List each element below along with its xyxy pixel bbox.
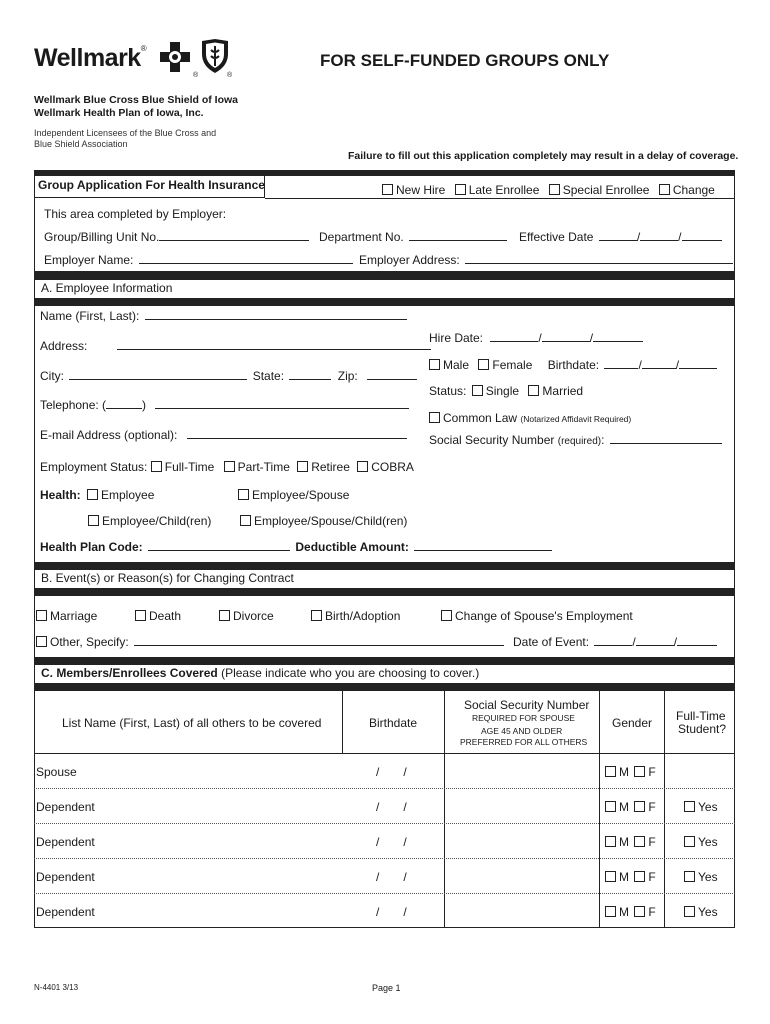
yes-label: Yes <box>698 800 718 814</box>
blue-shield-icon <box>200 38 230 74</box>
female-checkbox[interactable] <box>634 905 655 919</box>
part-time-checkbox[interactable] <box>224 460 290 474</box>
health-family-label: Employee/Spouse/Child(ren) <box>254 514 408 528</box>
student-yes-checkbox[interactable] <box>684 905 718 919</box>
late-enrollee-checkbox[interactable] <box>455 183 540 197</box>
female-label: F <box>648 835 656 849</box>
deductible-input[interactable] <box>414 540 552 551</box>
state-input[interactable] <box>289 369 331 380</box>
date-slash: / <box>403 835 407 849</box>
employee-name-label: Name (First, Last): <box>40 309 140 323</box>
form-number: N-4401 3/13 <box>34 983 79 992</box>
special-enrollee-label: Special Enrollee <box>562 183 650 197</box>
health-family-checkbox[interactable] <box>240 514 407 528</box>
company-line-1: Wellmark Blue Cross Blue Shield of Iowa <box>34 94 239 106</box>
marriage-checkbox[interactable] <box>36 609 97 623</box>
table-row <box>36 870 95 884</box>
divorce-label: Divorce <box>233 609 274 623</box>
female-label: F <box>648 765 656 779</box>
page-title: FOR SELF-FUNDED GROUPS ONLY <box>320 51 610 70</box>
female-label: F <box>648 905 656 919</box>
female-checkbox[interactable] <box>634 800 655 814</box>
other-specify-input[interactable] <box>134 635 504 646</box>
other-specify-row <box>36 635 504 649</box>
ssn-colon: : <box>601 433 605 447</box>
table-header-line <box>34 753 735 754</box>
employee-name-row <box>40 309 407 323</box>
male-label: M <box>619 835 629 849</box>
city-label: City: <box>40 369 64 383</box>
date-slash: / <box>376 870 380 884</box>
address-input[interactable] <box>117 339 431 350</box>
wellmark-logo <box>34 44 147 73</box>
plan-code-row <box>40 540 552 554</box>
email-label: E-mail Address (optional): <box>40 428 178 442</box>
health-employee-children-checkbox[interactable] <box>88 514 211 528</box>
col-ssn-note-2: AGE 45 AND OLDER <box>481 726 563 736</box>
employer-intro: This area completed by Employer: <box>44 207 227 221</box>
female-label: Female <box>492 358 533 372</box>
employer-box-top-line <box>265 198 735 199</box>
effective-year-input[interactable] <box>682 230 722 241</box>
ssn-row <box>429 433 722 447</box>
male-label: M <box>619 765 629 779</box>
section-a-header <box>34 278 735 300</box>
licensee-line-2: Blue Shield Association <box>34 139 128 149</box>
page-number: Page 1 <box>372 983 401 993</box>
col-student-header-2: Student? <box>678 722 727 736</box>
row-separator-3 <box>34 858 735 859</box>
date-slash: / <box>403 870 407 884</box>
employer-address-input[interactable] <box>465 253 733 264</box>
col-gender-header: Gender <box>612 716 653 730</box>
ssn-note: (required) <box>557 436 602 447</box>
employer-name-input[interactable] <box>139 253 353 264</box>
employer-address-row <box>359 253 733 267</box>
single-label: Single <box>485 384 520 398</box>
zip-label: Zip: <box>337 369 358 383</box>
row-birthdate[interactable] <box>376 905 407 919</box>
section-b-bottom-bar <box>34 588 735 596</box>
effective-date-row: Effective Date / / <box>519 230 722 244</box>
cobra-checkbox[interactable] <box>357 460 414 474</box>
cross-registered-mark: ® <box>193 72 199 79</box>
male-label: Male <box>443 358 470 372</box>
male-checkbox[interactable] <box>605 905 629 919</box>
female-checkbox[interactable] <box>634 765 655 779</box>
new-hire-label: New Hire <box>396 183 446 197</box>
date-slash: / <box>403 905 407 919</box>
city-input[interactable] <box>69 369 247 380</box>
student-yes-checkbox[interactable] <box>684 870 718 884</box>
male-label: M <box>619 905 629 919</box>
gender-birthdate-row: Male Female Birthdate: / / <box>429 358 717 372</box>
female-checkbox[interactable] <box>634 835 655 849</box>
retiree-label: Retiree <box>311 460 350 474</box>
city-state-zip-row <box>40 369 417 383</box>
retiree-checkbox[interactable] <box>297 460 350 474</box>
logo-text: Wellmark <box>34 44 141 72</box>
table-row <box>36 905 95 919</box>
birth-adoption-checkbox[interactable] <box>311 609 400 623</box>
change-checkbox[interactable] <box>659 183 715 197</box>
section-b-title: B. Event(s) or Reason(s) for Changing Contract <box>41 571 294 585</box>
health-plan-code-input[interactable] <box>148 540 290 551</box>
delay-warning: Failure to fill out this application completely may result in a delay of coverage. <box>348 150 739 162</box>
address-label: Address: <box>40 339 88 353</box>
common-law-row <box>429 411 631 425</box>
other-checkbox[interactable] <box>36 635 129 649</box>
health-employee-checkbox[interactable] <box>87 488 154 502</box>
death-label: Death <box>149 609 182 623</box>
ssn-input[interactable] <box>610 433 722 444</box>
male-checkbox[interactable] <box>605 870 629 884</box>
employer-name-label: Employer Name: <box>44 253 134 267</box>
student-yes-checkbox[interactable] <box>684 835 718 849</box>
group-billing-row <box>44 230 309 244</box>
col-name-header: List Name (First, Last) of all others to be covered <box>62 716 322 730</box>
enrollment-type-group <box>382 183 715 197</box>
health-employee-label: Employee <box>101 488 155 502</box>
event-day-input[interactable] <box>636 635 674 646</box>
row-label: Dependent <box>36 835 95 849</box>
licensee-line-1: Independent Licensees of the Blue Cross and <box>34 128 217 138</box>
employment-status-row <box>40 460 414 474</box>
col-ssn-note-1: REQUIRED FOR SPOUSE <box>472 713 575 723</box>
married-label: Married <box>542 384 584 398</box>
divorce-checkbox[interactable] <box>219 609 274 623</box>
row-label: Dependent <box>36 870 95 884</box>
effective-date-label: Effective Date <box>519 230 594 244</box>
full-time-label: Full-Time <box>164 460 215 474</box>
deductible-label: Deductible Amount: <box>295 540 409 554</box>
state-label: State: <box>252 369 285 383</box>
birth-day-input[interactable] <box>642 358 676 369</box>
section-c-bottom-bar <box>34 683 735 691</box>
form-title: Group Application For Health Insurance <box>38 178 265 192</box>
row-gender <box>605 800 656 814</box>
full-time-checkbox[interactable] <box>151 460 215 474</box>
company-line-2: Wellmark Health Plan of Iowa, Inc. <box>34 107 204 119</box>
group-billing-label: Group/Billing Unit No. <box>44 230 160 244</box>
row-birthdate[interactable] <box>376 870 407 884</box>
event-month-input[interactable] <box>594 635 632 646</box>
table-row <box>36 835 95 849</box>
row-gender <box>605 870 656 884</box>
department-input[interactable] <box>409 230 507 241</box>
birth-adoption-label: Birth/Adoption <box>325 609 401 623</box>
status-label: Status: <box>429 384 467 398</box>
employment-status-label: Employment Status: <box>40 460 148 474</box>
section-b-header <box>34 568 735 590</box>
male-checkbox[interactable] <box>429 358 469 372</box>
event-year-input[interactable] <box>677 635 717 646</box>
hire-year-input[interactable] <box>593 331 643 342</box>
date-slash: / <box>376 905 380 919</box>
common-law-checkbox[interactable] <box>429 411 517 425</box>
section-c-header <box>34 663 735 685</box>
date-slash: / <box>376 800 380 814</box>
special-enrollee-checkbox[interactable] <box>549 183 650 197</box>
male-checkbox[interactable] <box>605 800 629 814</box>
telephone-row <box>40 398 409 412</box>
hire-date-row: Hire Date: / / <box>429 331 643 345</box>
student-yes-checkbox[interactable] <box>684 800 718 814</box>
employee-name-input[interactable] <box>145 309 407 320</box>
health-plan-code-label: Health Plan Code: <box>40 540 143 554</box>
health-employee-spouse-checkbox[interactable] <box>238 488 349 502</box>
male-label: M <box>619 870 629 884</box>
department-row <box>319 230 507 244</box>
hire-day-input[interactable] <box>542 331 590 342</box>
date-slash: / <box>376 835 380 849</box>
row-label: Dependent <box>36 800 95 814</box>
female-label: F <box>648 870 656 884</box>
row-label: Dependent <box>36 905 95 919</box>
yes-label: Yes <box>698 870 718 884</box>
common-law-label: Common Law <box>443 411 518 425</box>
marriage-label: Marriage <box>50 609 98 623</box>
zip-input[interactable] <box>367 369 417 380</box>
department-label: Department No. <box>319 230 404 244</box>
table-row <box>36 765 77 779</box>
part-time-label: Part-Time <box>237 460 290 474</box>
telephone-input[interactable] <box>155 398 409 409</box>
yes-label: Yes <box>698 835 718 849</box>
row-birthdate[interactable] <box>376 835 407 849</box>
health-label: Health: <box>40 488 81 502</box>
row-birthdate[interactable] <box>376 765 407 779</box>
death-checkbox[interactable] <box>135 609 181 623</box>
employer-address-label: Employer Address: <box>359 253 460 267</box>
row-gender <box>605 765 656 779</box>
ssn-label: Social Security Number <box>429 433 555 447</box>
col-ssn-note-3: PREFERRED FOR ALL OTHERS <box>460 737 588 747</box>
row-separator-2 <box>34 823 735 824</box>
col-divider-1 <box>342 691 343 753</box>
male-label: M <box>619 800 629 814</box>
female-checkbox[interactable] <box>634 870 655 884</box>
email-row <box>40 428 407 442</box>
married-checkbox[interactable] <box>528 384 583 398</box>
effective-month-input[interactable] <box>599 230 637 241</box>
address-row <box>40 339 431 353</box>
birth-month-input[interactable] <box>604 358 638 369</box>
employer-name-row <box>44 253 353 267</box>
change-label: Change <box>672 183 715 197</box>
email-input[interactable] <box>187 428 407 439</box>
row-separator-1 <box>34 788 735 789</box>
date-of-event-row: Date of Event: / / <box>513 635 717 649</box>
marital-status-row <box>429 384 583 398</box>
male-checkbox[interactable] <box>605 835 629 849</box>
blue-cross-icon <box>158 40 192 74</box>
col-student-header-1: Full-Time <box>676 709 726 723</box>
date-slash: / <box>403 765 407 779</box>
section-a-bottom-bar <box>34 298 735 306</box>
yes-label: Yes <box>698 905 718 919</box>
row-label: Spouse <box>36 765 77 779</box>
effective-day-input[interactable] <box>640 230 678 241</box>
cobra-label: COBRA <box>371 460 414 474</box>
shield-registered-mark: ® <box>227 72 233 79</box>
section-a-title: A. Employee Information <box>41 281 173 295</box>
area-code-input[interactable] <box>106 398 142 409</box>
birth-year-input[interactable] <box>679 358 717 369</box>
col-ssn-header: Social Security Number <box>464 698 590 712</box>
section-c-title: C. Members/Enrollees Covered <box>41 666 218 680</box>
male-checkbox[interactable] <box>605 765 629 779</box>
spouse-employment-label: Change of Spouse's Employment <box>455 609 633 623</box>
date-of-event-label: Date of Event: <box>513 635 590 649</box>
birthdate-label: Birthdate: <box>547 358 600 372</box>
date-slash: / <box>403 800 407 814</box>
table-row <box>36 800 95 814</box>
single-checkbox[interactable] <box>472 384 519 398</box>
section-c-note: (Please indicate who you are choosing to cover.) <box>221 666 480 680</box>
late-enrollee-label: Late Enrollee <box>468 183 540 197</box>
telephone-close-paren: ) <box>142 398 147 412</box>
row-gender <box>605 905 656 919</box>
col-birthdate-header: Birthdate <box>369 716 418 730</box>
hire-date-label: Hire Date: <box>429 331 484 345</box>
telephone-label: Telephone: ( <box>40 398 107 412</box>
common-law-note: (Notarized Affidavit Required) <box>520 414 632 424</box>
hire-month-input[interactable] <box>490 331 538 342</box>
row-separator-4 <box>34 893 735 894</box>
other-label: Other, Specify: <box>50 635 129 649</box>
new-hire-checkbox[interactable] <box>382 183 445 197</box>
health-employee-spouse-label: Employee/Spouse <box>252 488 350 502</box>
spouse-employment-checkbox[interactable] <box>441 609 633 623</box>
date-slash: / <box>376 765 380 779</box>
group-billing-input[interactable] <box>159 230 309 241</box>
logo-registered-mark: ® <box>140 44 147 53</box>
title-row-right-border <box>734 176 735 198</box>
row-birthdate[interactable] <box>376 800 407 814</box>
row-gender <box>605 835 656 849</box>
female-checkbox[interactable] <box>478 358 532 372</box>
female-label: F <box>648 800 656 814</box>
health-employee-children-label: Employee/Child(ren) <box>102 514 212 528</box>
